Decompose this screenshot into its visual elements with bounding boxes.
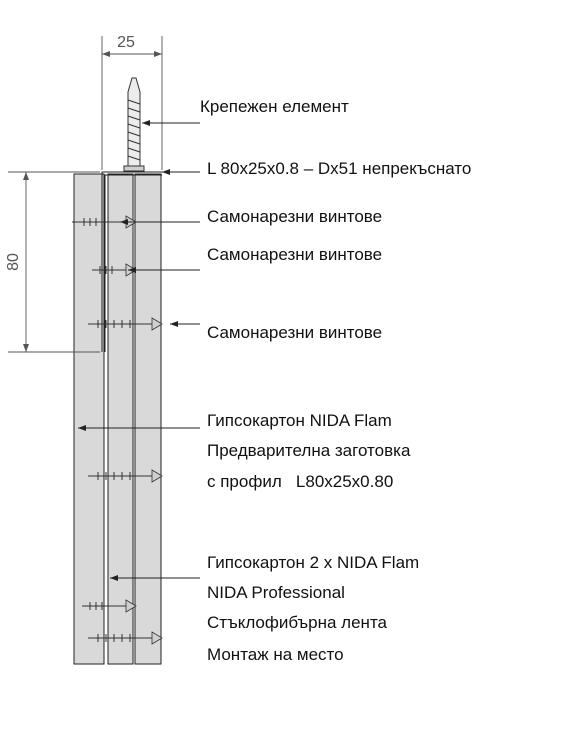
label-board-group-1-line-2: Предварителна заготовка	[207, 441, 411, 460]
dimension-top-value: 25	[117, 34, 135, 51]
label-board-group-1-line-1: Гипсокартон NIDA Flam	[207, 411, 392, 430]
label-fastener: Крепежен елемент	[200, 97, 349, 116]
board-outer-left	[74, 174, 104, 664]
fastener-element	[124, 78, 144, 171]
label-screws-3: Самонарезни винтове	[207, 323, 383, 342]
label-screws-1: Самонарезни винтове	[207, 207, 383, 226]
board-middle	[108, 174, 133, 664]
label-board-group-2-line-2: NIDA Professional	[207, 583, 345, 602]
label-board-group-2-line-4: Монтаж на место	[207, 645, 344, 664]
callout-labels	[200, 97, 471, 664]
label-board-group-2-line-1: Гипсокартон 2 x NIDA Flam	[207, 553, 420, 572]
label-board-group-2-line-3: Стъклофибърна лента	[207, 613, 387, 632]
label-profile: L 80x25x0.8 – Dx51 непрекъснато	[207, 159, 472, 178]
label-board-group-1-line-3: с профил L80x25x0.80	[207, 472, 394, 491]
dimension-height-value: 80	[5, 253, 22, 271]
board-right	[135, 174, 161, 664]
gypsum-boards	[74, 174, 161, 664]
label-screws-2: Самонарезни винтове	[207, 245, 383, 264]
